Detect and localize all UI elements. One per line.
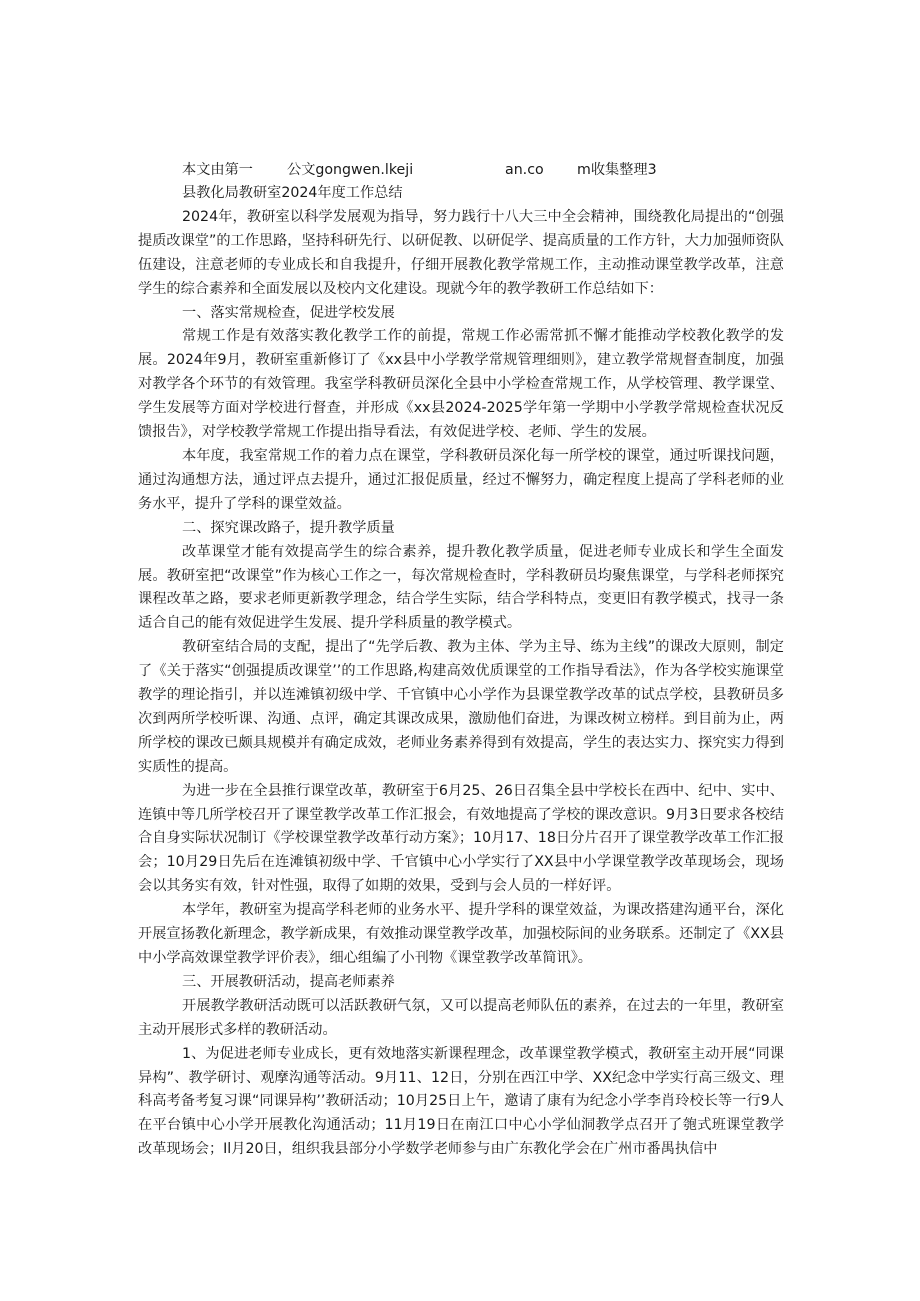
section-2-paragraph-1: 改革课堂才能有效提高学生的综合素养，提升教化教学质量，促进老师专业成长和学生全面发展。教研室把“改课堂”作为核心工作之一，每次常规检查时，学科教研员均聚焦课堂，与学科老师探究课程改革之路，要求老师更新教学理念，结合学生实际，结合学科特点，变更旧有教学模式，找寻一条适合自己的能有效促进学生发展、提升学科质量的教学模式。 <box>138 543 784 632</box>
section-3-heading: 三、开展教研活动，提高老师素养 <box>182 973 395 990</box>
source-header <box>138 158 784 182</box>
header-part-1: 本文由第一 <box>182 162 253 178</box>
document-title: 县教化局教研室2024年度工作总结 <box>182 185 403 201</box>
header-part-3: an.co <box>505 162 544 178</box>
section-1-paragraph-1: 常规工作是有效落实教化教学工作的前提，常规工作必需常抓不懈才能推动学校教化教学的发展。2024年9月，教研室重新修订了《xx县中小学教学常规管理细则》，建立教学常规督查制度，加强对教学各个环节的有效管理。我室学科教研员深化全县中小学检查常规工作，从学校管理、教学课堂、学生发展等方面对学校进行督查，并形成《xx县2024-2025学年第一学期中小学教学常规检查状况反馈报告》，对学校教学常规工作提出指导看法，有效促进学校、老师、学生的发展。 <box>138 328 784 441</box>
section-2-paragraph-2: 教研室结合局的支配，提出了“先学后教、教为主体、学为主导、练为主线”的课改大原则，制定了《关于落实“创强提质改课堂’’的工作思路,构建高效优质课堂的工作指导看法》，作为各学校实施课堂教学的理论指引，并以连滩镇初级中学、千官镇中心小学作为县课堂教学改革的试点学校，县教研员多次到两所学校听课、沟通、点评，确定其课改成果，激励他们奋进，为课改树立榜样。到目前为止，两所学校的课改已颇具规模并有确定成效，老师业务素养得到有效提高，学生的表达实力、探究实力得到实质性的提高。 <box>138 639 784 775</box>
section-1-heading: 一、落实常规检查，促进学校发展 <box>182 304 395 321</box>
section-3-paragraph-1: 开展教学教研活动既可以活跃教研气氛，又可以提高老师队伍的素养，在过去的一年里，教研室主动开展形式多样的教研活动。 <box>138 997 784 1038</box>
section-1-paragraph-2: 本年度，我室常规工作的着力点在课堂，学科教研员深化每一所学校的课堂，通过听课找问题，通过沟通想方法，通过评点去提升，通过汇报促质量，经过不懈努力，确定程度上提高了学科老师的业务水平，提升了学科的课堂效益。 <box>138 447 784 512</box>
intro-paragraph: 2024年，教研室以科学发展观为指导，努力践行十八大三中全会精神，围绕教化局提出的“创强提质改课堂”的工作思路，坚持科研先行、以研促教、以研促学、提高质量的工作方针，大力加强师资队伍建设，注意老师的专业成长和自我提升，仔细开展教化教学常规工作，主动推动课堂教学改革，注意学生的综合素养和全面发展以及校内文化建设。现就今年的教学教研工作总结如下： <box>138 208 784 297</box>
section-3-paragraph-2: 1、为促进老师专业成长，更有效地落实新课程理念，改革课堂教学模式，教研室主动开展“同课异构”、教学研讨、观摩沟通等活动。9月11、12日，分别在西江中学、XX纪念中学实行高三级文、理科高考备考复习课“同课异构’’教研活动；10月25日上午，邀请了康有为纪念小学李肖玲校长等一行9人在平台镇中心小学开展教化沟通活动；11月19日在南江口中心小学仙洞教学点召开了匏式班课堂教学改革现场会；Il月20日，组织我县部分小学数学老师参与由广东教化学会在广州市番禺执信中 <box>138 1045 784 1158</box>
section-2-paragraph-4: 本学年，教研室为提高学科老师的业务水平、提升学科的课堂效益，为课改搭建沟通平台，深化开展宣扬教化新理念，教学新成果，有效推动课堂教学改革，加强校际间的业务联系。还制定了《XX县中小学高效课堂教学评价表》，细心组编了小刊物《课堂教学改革简讯》。 <box>138 902 784 966</box>
section-2-paragraph-3: 为进一步在全县推行课堂改革，教研室于6月25、26日召集全县中学校长在西中、纪中、实中、连镇中等几所学校召开了课堂教学改革工作汇报会，有效地提高了学校的课改意识。9月3日要求各校结合自身实际状况制订《学校课堂教学改革行动方案》；10月17、18日分片召开了课堂教学改革工作汇报会；10月29日先后在连滩镇初级中学、千官镇中心小学实行了XX县中小学课堂教学改革现场会，现场会以其务实有效，针对性强，取得了如期的效果，受到与会人员的一样好评。 <box>138 782 784 895</box>
section-2-heading: 二、探究课改路子，提升教学质量 <box>182 519 395 536</box>
header-part-4: m收集整理3 <box>577 162 657 178</box>
document-page <box>138 158 784 1162</box>
header-part-2: 公文gongwen.lkeji <box>287 162 414 178</box>
